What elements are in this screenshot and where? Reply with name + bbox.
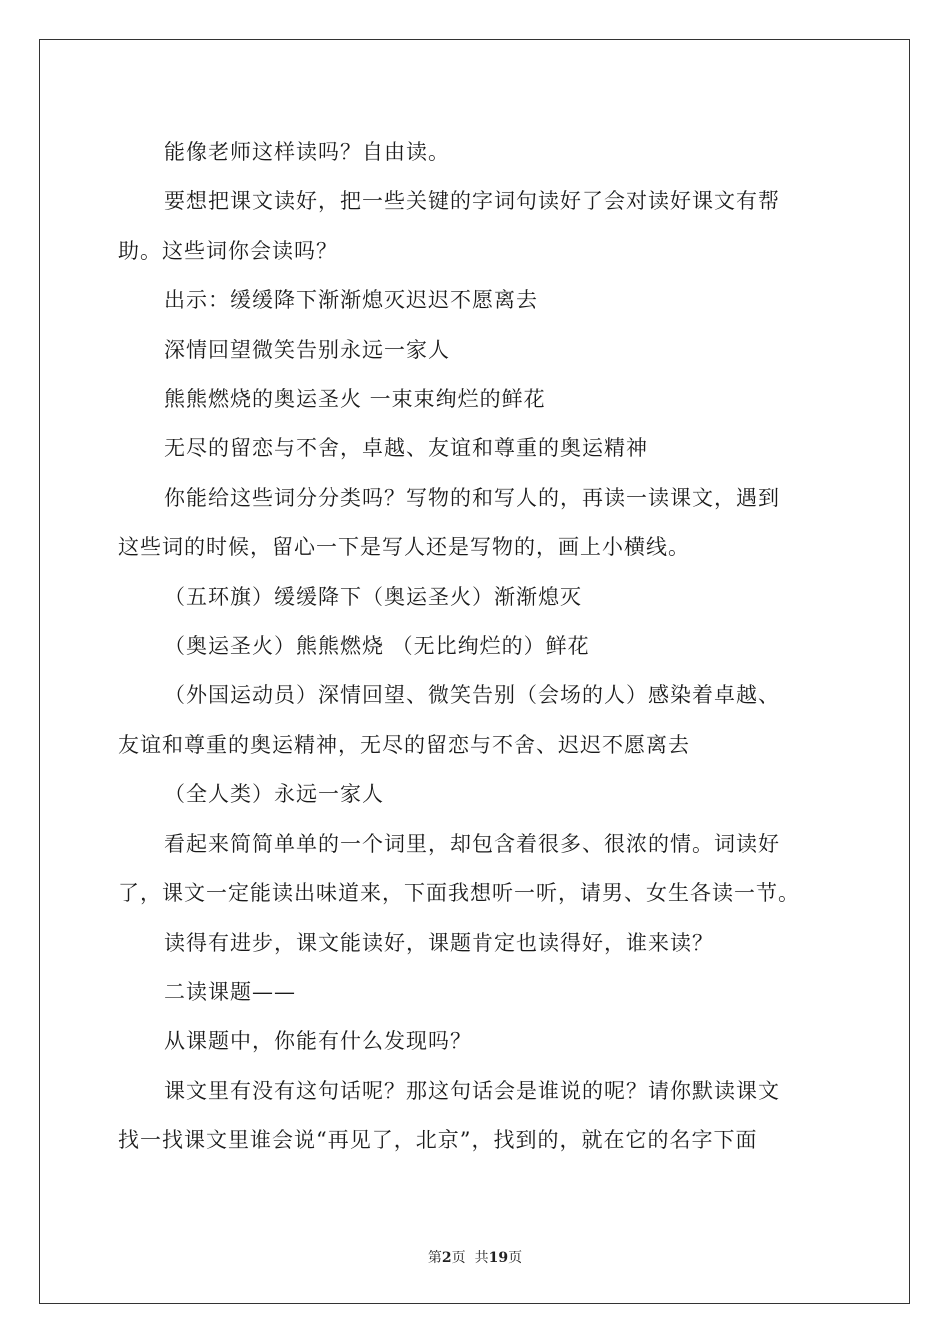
footer-prefix: 第 (427, 1250, 442, 1266)
paragraph (118, 424, 834, 473)
footer-page-number: 2 (441, 1250, 452, 1266)
page-footer (0, 1247, 950, 1267)
paragraph (118, 128, 834, 177)
paragraph (118, 276, 834, 325)
paragraph-line: 读得有进步，课文能读好，课题肯定也读得好，谁来读？ (164, 930, 714, 955)
paragraph (118, 1017, 834, 1066)
paragraph (118, 474, 834, 573)
footer-total-pages: 19 (488, 1250, 509, 1266)
document-body (118, 128, 834, 1166)
paragraph-line: 从课题中，你能有什么发现吗？ (164, 1029, 472, 1054)
paragraph (118, 770, 834, 819)
paragraph-line: （外国运动员）深情回望、微笑告别（会场的人）感染着卓越、 (164, 683, 780, 708)
paragraph-line: （奥运圣火）熊熊燃烧 （无比绚烂的）鲜花 (164, 634, 590, 659)
paragraph (118, 375, 834, 424)
paragraph-line: （五环旗）缓缓降下（奥运圣火）渐渐熄灭 (164, 584, 582, 609)
paragraph-line: 助。这些词你会读吗？ (118, 238, 338, 263)
paragraph-line: 二读课题—— (164, 979, 296, 1004)
paragraph (118, 671, 834, 770)
paragraph (118, 820, 834, 919)
paragraph-line: 课文里有没有这句话呢？那这句话会是谁说的呢？请你默读课文 (164, 1078, 780, 1103)
paragraph-line: 了，课文一定能读出味道来，下面我想听一听，请男、女生各读一节。 (118, 881, 800, 906)
paragraph (118, 573, 834, 622)
paragraph (118, 1067, 834, 1166)
paragraph-line: 出示：缓缓降下渐渐熄灭迟迟不愿离去 (164, 288, 538, 313)
paragraph-line: 无尽的留恋与不舍，卓越、友谊和尊重的奥运精神 (164, 436, 648, 461)
paragraph (118, 919, 834, 968)
paragraph (118, 968, 834, 1017)
paragraph (118, 177, 834, 276)
paragraph-line: 深情回望微笑告别永远一家人 (164, 337, 450, 362)
paragraph-line: 你能给这些词分分类吗？写物的和写人的，再读一读课文，遇到 (164, 485, 780, 510)
footer-suffix: 页 (508, 1250, 523, 1266)
paragraph-line: 熊熊燃烧的奥运圣火 一束束绚烂的鲜花 (164, 387, 546, 412)
footer-middle: 页 共 (451, 1250, 489, 1266)
paragraph-line: （全人类）永远一家人 (164, 782, 384, 807)
paragraph-line: 找一找课文里谁会说“再见了，北京”，找到的，就在它的名字下面 (118, 1128, 758, 1153)
paragraph-line: 这些词的时候，留心一下是写人还是写物的，画上小横线。 (118, 535, 690, 560)
paragraph (118, 326, 834, 375)
paragraph-line: 要想把课文读好，把一些关键的字词句读好了会对读好课文有帮 (164, 189, 780, 214)
paragraph-line: 友谊和尊重的奥运精神，无尽的留恋与不舍、迟迟不愿离去 (118, 732, 690, 757)
paragraph-line: 能像老师这样读吗？自由读。 (164, 140, 450, 164)
paragraph-line: 看起来简简单单的一个词里，却包含着很多、很浓的情。词读好 (164, 831, 780, 856)
paragraph (118, 622, 834, 671)
